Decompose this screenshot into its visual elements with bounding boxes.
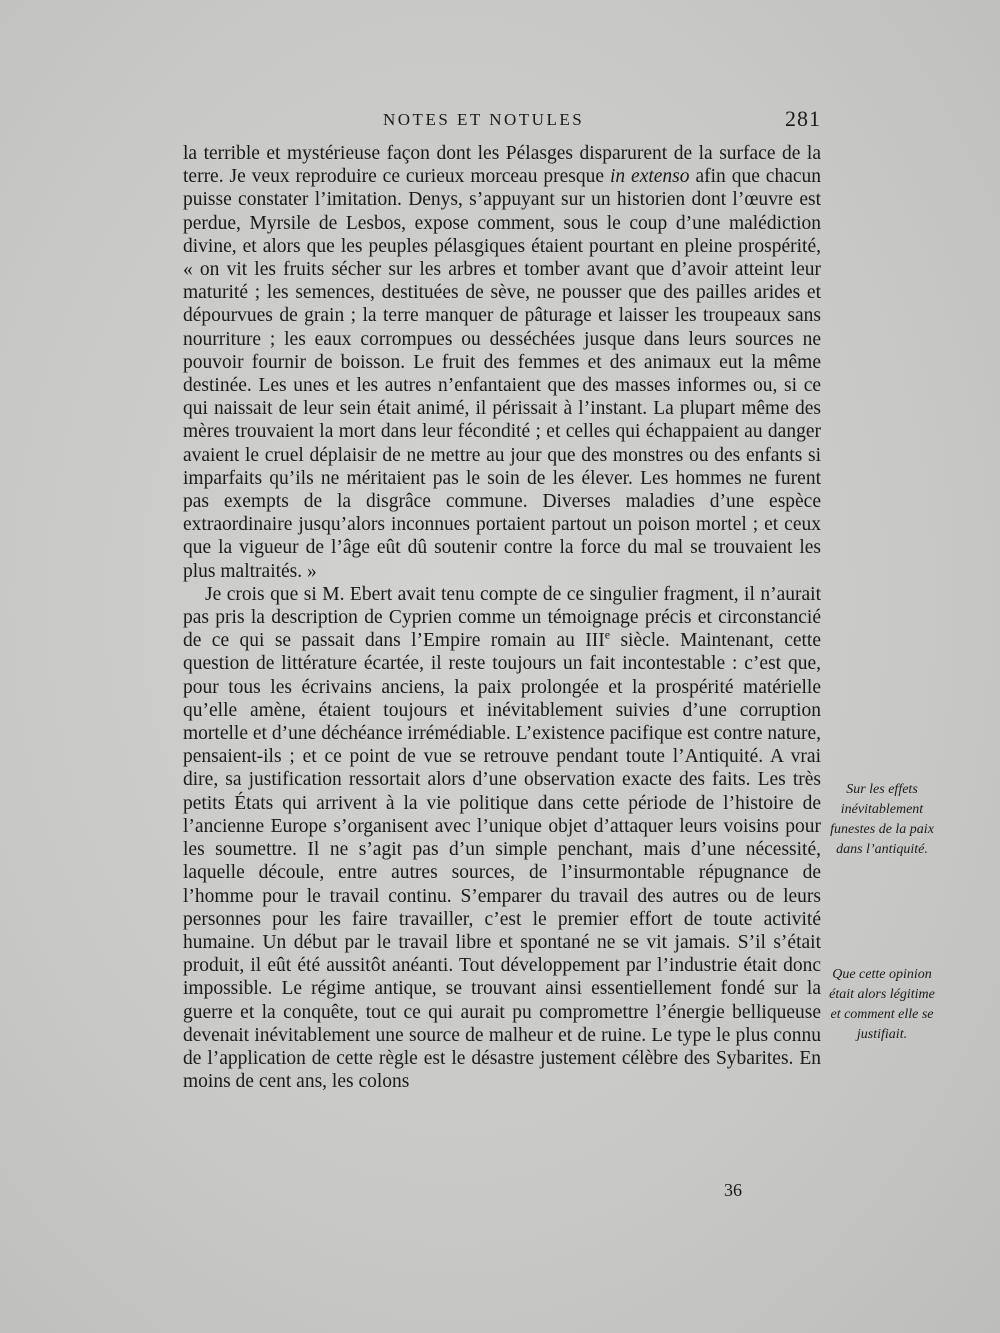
paragraph-1	[183, 142, 821, 583]
signature-mark: 36	[724, 1180, 742, 1200]
paragraph-1-rest: afin que chacun puisse constater l’imitation. Denys, s’appuyant sur un historien dont l’œuvre est perdue, Myrsile de Lesbos, expose comment, sous le coup d’une malédiction divine, et alors que les peuples pélasgiques étaient pourtant en pleine prospérité, « on vit les fruits sécher sur les arbres et tomber avant que d’avoir atteint leur maturité ; les semences, destituées de sève, ne pousser que des pailles arides et dépourvues de grain ; la terre manquer de pâturage et laisser les troupeaux sans nourriture ; les eaux corrompues ou desséchées jusque dans leurs sources ne pouvoir fournir de boisson. Le fruit des femmes et des animaux eut la même destinée. Les unes et les autres n’enfantaient que des masses informes ou, si ce qui naissait de leur sein était animé, il périssait à l’instant. La plupart même des mères trouvaient la mort dans leur fécondité ; et celles qui échappaient au danger avaient le cruel déplaisir de ne mettre au jour que des monstres ou des enfants si imparfaits qu’ils ne méritaient pas le soin de les élever. Les hommes ne furent pas exempts de la disgrâce commune. Diverses maladies d’une espèce extraordinaire jusqu’alors inconnues portaient partout un poison mortel ; et ceux que la vigueur de l’âge eût dû soutenir contre la force du mal se trouvaient les plus maltraités. »	[183, 166, 822, 582]
running-head	[183, 106, 819, 136]
paragraph-2	[183, 583, 821, 1093]
paragraph-1-italic: in extenso	[609, 166, 690, 188]
paragraph-1-start: la terrible et mystérieuse façon dont les Pélasges disparurent de la surface de la terre. Je veux reproduire ce curieux morceau presque	[183, 143, 821, 188]
paragraph-2-start: Je crois que si M. Ebert avait tenu compte de ce singulier fragment, il n’aurait pas pris la description de Cyprien comme un témoignage précis et circonstancié de ce qui se passait dans l’Empire romain au III	[183, 583, 821, 652]
page-number: 281	[785, 106, 821, 131]
paragraph-2-rest: siècle. Maintenant, cette question de littérature écartée, il reste toujours un fait incontestable : c’est que, pour tous les écrivains anciens, la paix prolongée et la prospérité matérielle qu’elle amène, étaient toujours et inévitablement suivies d’une corruption mortelle et d’une déchéance irrémédiable. L’existence pacifique est contre nature, pensaient-ils ; et ce point de vue se retrouve pendant toute l’Antiquité. A vrai dire, sa justification ressortait alors d’une observation exacte des faits. Les très petits États qui arrivent à la vie politique dans cette période de l’histoire de l’ancienne Europe s’organisent avec l’unique objet d’attaquer leurs voisins pour les soumettre. Il ne s’agit pas d’un simple penchant, mais d’une nécessité, laquelle découle, entre autres sources, de l’insurmontable répugnance de l’homme pour le travail continu. S’emparer du travail des autres ou de leurs personnes pour les faire travailler, c’est le premier effort de toute activité humaine. Un début par le travail libre et spontané ne se vit jamais. S’il s’était produit, il eût été aussitôt anéanti. Tout développement par l’industrie était donc impossible. Le régime antique, se trouvant ainsi essentiellement fondé sur la guerre et la conquête, tout ce qui aurait pu compromettre l’énergie belliqueuse devenait inévitablement une source de malheur et de ruine. Le type le plus connu de l’application de cette règle est le désastre justement célèbre des Sybarites. En moins de cent ans, les colons	[183, 630, 821, 1093]
margin-note-legitimacy: Que cette opinion était alors légitime et comment elle se justifiait.	[829, 967, 935, 1042]
century-superscript: e	[604, 627, 611, 642]
body-text	[183, 142, 821, 1093]
running-title: NOTES ET NOTULES	[383, 110, 585, 129]
margin-note-peace-effects: Sur les effets inévitablement funestes de la paix dans l’antiquité.	[830, 782, 934, 857]
